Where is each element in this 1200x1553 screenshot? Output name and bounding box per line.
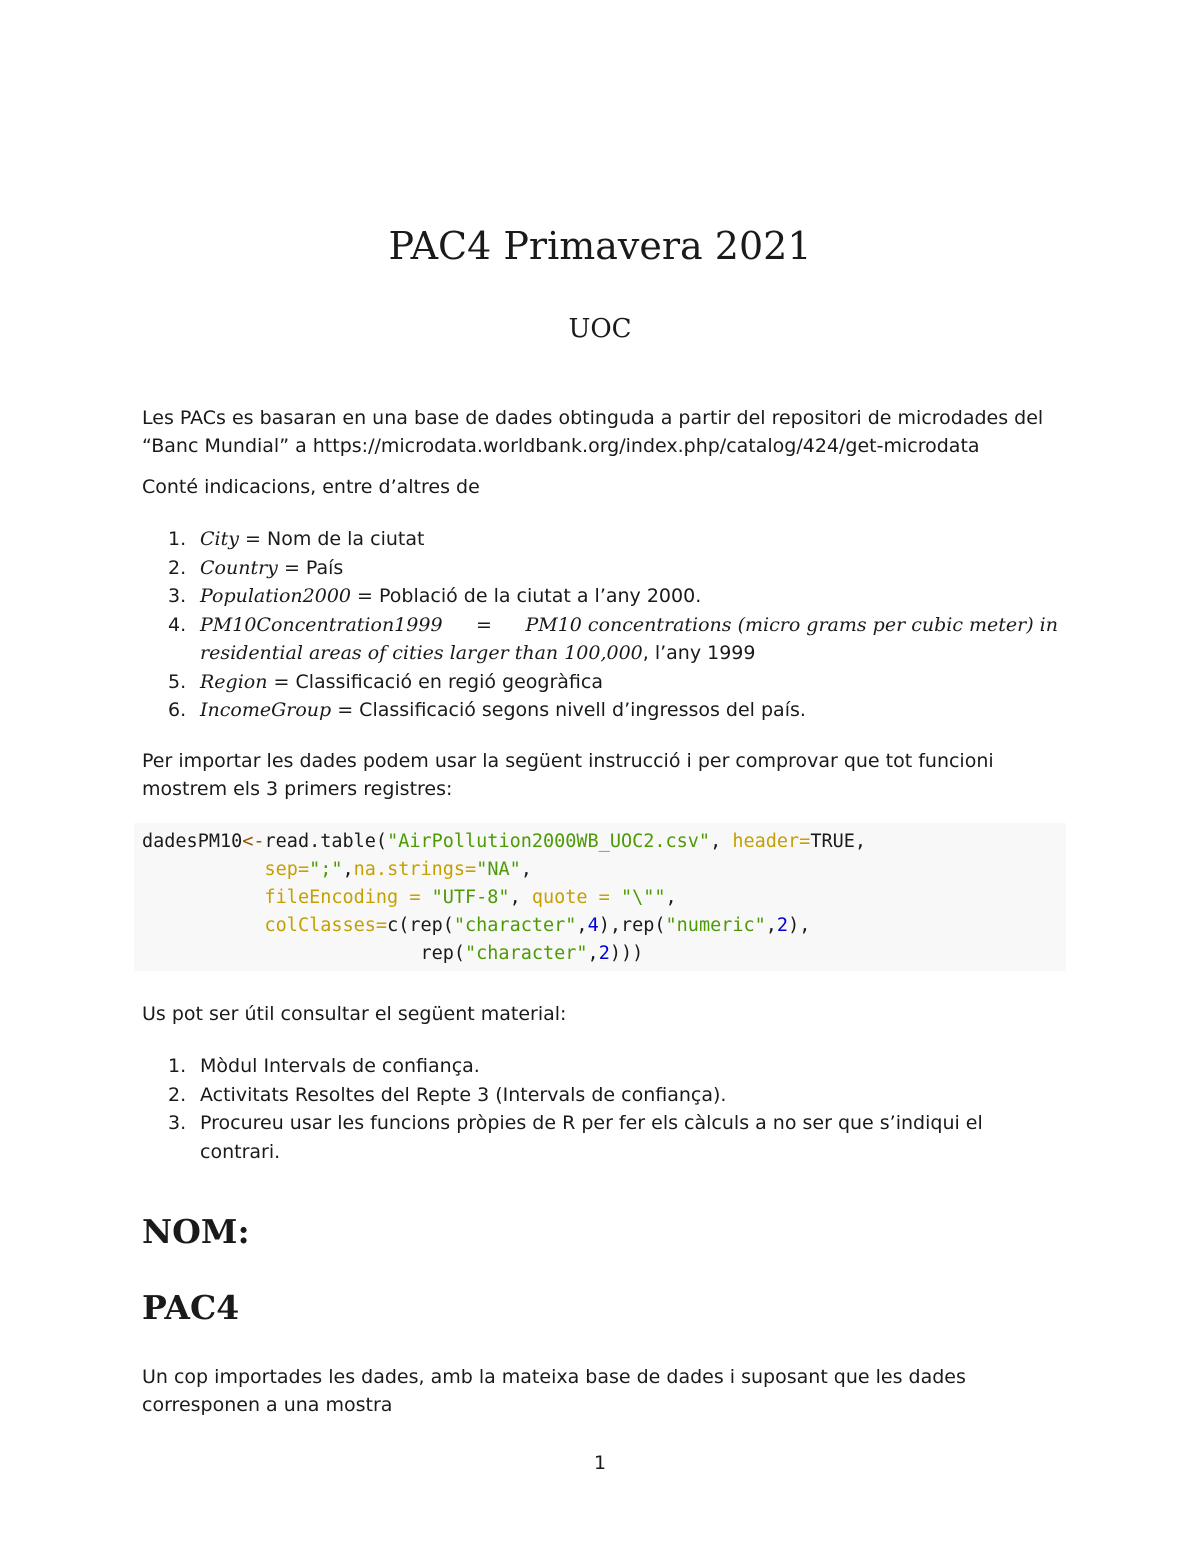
import-line: mostrem els 3 primers registres: [142,778,453,800]
list-item: 6. IncomeGroup = Classificació segons nivell d’ingressos del país. [168,699,806,721]
list-item: 3. Procureu usar les funcions pròpies de R per fer els càlculs a no ser que s’indiqui el contrari. [168,1112,983,1163]
list-item: 2. Country = País [168,556,344,579]
intro-line: Les PACs es basaran en una base de dades obtinguda a partir del repositori de microdades del [142,407,1044,429]
final-line: corresponen a una mostra [142,1394,393,1416]
import-paragraph [142,747,1058,803]
final-paragraph [142,1363,1058,1419]
page-title: PAC4 Primavera 2021 [388,224,812,268]
list-item: 3. Population2000 = Població de la ciutat a l’any 2000. [168,585,702,607]
indications-text: Conté indicacions, entre d’altres de [142,476,480,498]
material-intro: Us pot ser útil consultar el següent material: [142,1003,567,1025]
list-item: 2. Activitats Resoltes del Repte 3 (Intervals de confiança). [168,1083,727,1106]
page-number: 1 [593,1452,607,1474]
import-line: Per importar les dades podem usar la següent instrucció i per comprovar que tot funcioni [142,750,994,772]
list-item: 4. PM10Concentration1999 = PM10 concentrations (micro grams per cubic meter) in residential areas of cities larger than 100,000, l’any 1999 [168,613,1058,664]
list-item: 5. Region = Classificació en regió geogràfica [168,670,603,693]
heading-nom: NOM: [142,1212,250,1251]
materials-list [142,1052,1058,1166]
list-item: 1. City = Nom de la ciutat [168,528,425,550]
final-line: Un cop importades les dades, amb la mateixa base de dades i suposant que les dades [142,1366,966,1388]
code-block: dadesPM10<-read.table("AirPollution2000WB_UOC2.csv", header=TRUE, sep=";",na.strings="NA", fileEncoding = "UTF-8", quote = "\"", colClasses=c(rep("character",4),rep("numeric",2), rep("character",2))) [142,831,867,964]
indications-paragraph [142,473,1058,501]
list-item: 1. Mòdul Intervals de confiança. [168,1055,480,1077]
variables-list [142,525,1058,725]
heading-pac4: PAC4 [142,1288,240,1327]
page-subtitle: UOC [568,314,632,344]
intro-line: “Banc Mundial” a https://microdata.worldbank.org/index.php/catalog/424/get-microdata [142,435,980,457]
intro-paragraph [142,404,1058,460]
